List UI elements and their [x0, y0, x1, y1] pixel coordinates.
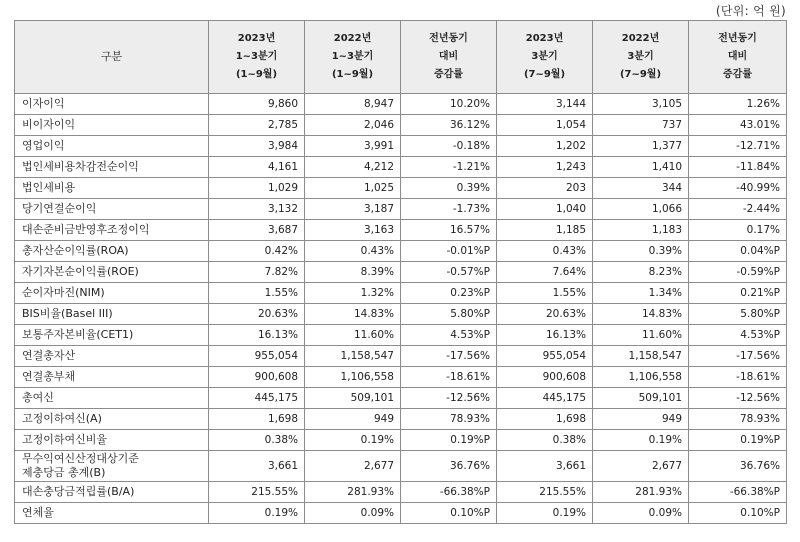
table-row — [15, 283, 787, 304]
value-cell: 509,101 — [305, 388, 401, 409]
value-cell: -66.38%P — [401, 482, 497, 503]
table-row — [15, 325, 787, 346]
value-cell: -12.71% — [689, 136, 787, 157]
value-cell: 1.34% — [593, 283, 689, 304]
value-cell: 3,984 — [209, 136, 305, 157]
value-cell: 1,410 — [593, 157, 689, 178]
value-cell: 16.13% — [497, 325, 593, 346]
value-cell: 0.39% — [401, 178, 497, 199]
value-cell: 344 — [593, 178, 689, 199]
value-cell: 2,677 — [593, 451, 689, 482]
header-line: 3분기 — [627, 51, 654, 62]
value-cell: 11.60% — [305, 325, 401, 346]
table-row — [15, 136, 787, 157]
value-cell: 36.12% — [401, 115, 497, 136]
value-cell: 0.10%P — [401, 503, 497, 524]
value-cell: -12.56% — [401, 388, 497, 409]
table-row — [15, 241, 787, 262]
row-label — [15, 199, 209, 220]
row-label-line: 순이자마진(NIM) — [22, 286, 105, 299]
row-label-line: 법인세비용 — [22, 181, 76, 194]
value-cell: 4.53%P — [401, 325, 497, 346]
header-line: 전년동기 — [429, 33, 468, 44]
value-cell: 0.43% — [305, 241, 401, 262]
value-cell: 215.55% — [209, 482, 305, 503]
value-cell: 20.63% — [209, 304, 305, 325]
value-cell: 0.39% — [593, 241, 689, 262]
value-cell: 1,183 — [593, 220, 689, 241]
financial-results-table — [14, 20, 787, 524]
value-cell: 3,661 — [209, 451, 305, 482]
value-cell: -2.44% — [689, 199, 787, 220]
value-cell: 10.20% — [401, 94, 497, 115]
value-cell: 8.23% — [593, 262, 689, 283]
value-cell: 3,132 — [209, 199, 305, 220]
value-cell: 0.42% — [209, 241, 305, 262]
value-cell: 8.39% — [305, 262, 401, 283]
value-cell: 900,608 — [497, 367, 593, 388]
value-cell: 445,175 — [209, 388, 305, 409]
table-row — [15, 388, 787, 409]
value-cell: -40.99% — [689, 178, 787, 199]
value-cell: 281.93% — [593, 482, 689, 503]
table-row — [15, 482, 787, 503]
row-label — [15, 325, 209, 346]
value-cell: 509,101 — [593, 388, 689, 409]
row-label-line: 대손준비금반영후조정이익 — [22, 223, 150, 236]
value-cell: 0.19% — [593, 430, 689, 451]
header-line: (7~9월) — [523, 69, 566, 80]
value-cell: 0.21%P — [689, 283, 787, 304]
value-cell: 1.26% — [689, 94, 787, 115]
value-cell: 1,202 — [497, 136, 593, 157]
value-cell: 20.63% — [497, 304, 593, 325]
value-cell: 0.17% — [689, 220, 787, 241]
value-cell: 1,698 — [497, 409, 593, 430]
row-label-line: 제충당금 총계(B) — [22, 466, 106, 479]
value-cell: 78.93% — [401, 409, 497, 430]
value-cell: 3,661 — [497, 451, 593, 482]
header-category: 구분 — [15, 21, 209, 94]
row-label — [15, 409, 209, 430]
value-cell: 1.55% — [209, 283, 305, 304]
value-cell: 78.93% — [689, 409, 787, 430]
header-2023-q3 — [497, 21, 593, 94]
value-cell: 5.80%P — [401, 304, 497, 325]
table-row — [15, 220, 787, 241]
value-cell: 1,106,558 — [593, 367, 689, 388]
value-cell: 2,046 — [305, 115, 401, 136]
value-cell: 7.82% — [209, 262, 305, 283]
value-cell: 1,054 — [497, 115, 593, 136]
value-cell: 281.93% — [305, 482, 401, 503]
value-cell: 0.09% — [305, 503, 401, 524]
table-row — [15, 346, 787, 367]
header-line: 증감률 — [434, 69, 463, 80]
row-label-line: 연체율 — [22, 506, 54, 519]
table-row — [15, 451, 787, 482]
row-label — [15, 283, 209, 304]
value-cell: 0.10%P — [689, 503, 787, 524]
value-cell: 16.13% — [209, 325, 305, 346]
row-label-line: 법인세비용차감전순이익 — [22, 160, 139, 173]
header-2022-q3 — [593, 21, 689, 94]
table-header — [15, 21, 787, 94]
row-label-line: 고정이하여신비율 — [22, 433, 108, 446]
value-cell: 215.55% — [497, 482, 593, 503]
value-cell: 9,860 — [209, 94, 305, 115]
row-label — [15, 241, 209, 262]
table-row — [15, 304, 787, 325]
value-cell: -66.38%P — [689, 482, 787, 503]
value-cell: 3,187 — [305, 199, 401, 220]
row-label-line: 비이자이익 — [22, 118, 76, 131]
table-body — [15, 94, 787, 524]
header-2023-ytd — [209, 21, 305, 94]
value-cell: 1.55% — [497, 283, 593, 304]
value-cell: 36.76% — [401, 451, 497, 482]
row-label-line: 연결총부채 — [22, 370, 76, 383]
value-cell: 8,947 — [305, 94, 401, 115]
value-cell: 11.60% — [593, 325, 689, 346]
table-row — [15, 199, 787, 220]
row-label-line: 보통주자본비율(CET1) — [22, 328, 134, 341]
header-line: (1~9월) — [331, 69, 374, 80]
table-row — [15, 115, 787, 136]
table-row — [15, 157, 787, 178]
row-label-line: 고정이하여신(A) — [22, 412, 102, 425]
header-ytd-change — [401, 21, 497, 94]
row-label — [15, 367, 209, 388]
value-cell: 1,243 — [497, 157, 593, 178]
row-label-line: BIS비율(Basel III) — [22, 307, 113, 320]
row-label-line: 대손충당금적립률(B/A) — [22, 485, 135, 498]
value-cell: 0.19% — [305, 430, 401, 451]
table-row — [15, 409, 787, 430]
header-line: 2022년 — [621, 33, 660, 44]
value-cell: 0.38% — [209, 430, 305, 451]
value-cell: -17.56% — [689, 346, 787, 367]
value-cell: 3,105 — [593, 94, 689, 115]
row-label — [15, 157, 209, 178]
value-cell: 1,025 — [305, 178, 401, 199]
value-cell: -12.56% — [689, 388, 787, 409]
value-cell: 0.09% — [593, 503, 689, 524]
row-label — [15, 451, 209, 482]
value-cell: 1,029 — [209, 178, 305, 199]
value-cell: -1.21% — [401, 157, 497, 178]
value-cell: -0.01%P — [401, 241, 497, 262]
row-label-line: 연결총자산 — [22, 349, 76, 362]
value-cell: 949 — [305, 409, 401, 430]
row-label — [15, 503, 209, 524]
value-cell: 5.80%P — [689, 304, 787, 325]
row-label — [15, 115, 209, 136]
row-label — [15, 430, 209, 451]
row-label-line: 총여신 — [22, 391, 54, 404]
value-cell: 203 — [497, 178, 593, 199]
value-cell: 1,066 — [593, 199, 689, 220]
table-row — [15, 178, 787, 199]
value-cell: 0.19% — [497, 503, 593, 524]
header-line: 대비 — [727, 51, 748, 62]
value-cell: 0.19%P — [689, 430, 787, 451]
value-cell: 1,040 — [497, 199, 593, 220]
value-cell: 1.32% — [305, 283, 401, 304]
value-cell: 2,785 — [209, 115, 305, 136]
value-cell: -18.61% — [401, 367, 497, 388]
header-line: 2023년 — [237, 33, 276, 44]
value-cell: 949 — [593, 409, 689, 430]
header-line: 3분기 — [531, 51, 558, 62]
row-label — [15, 136, 209, 157]
value-cell: 0.04%P — [689, 241, 787, 262]
row-label — [15, 482, 209, 503]
value-cell: -0.18% — [401, 136, 497, 157]
value-cell: 900,608 — [209, 367, 305, 388]
row-label-line: 자기자본순이익률(ROE) — [22, 265, 139, 278]
value-cell: 1,377 — [593, 136, 689, 157]
value-cell: 3,144 — [497, 94, 593, 115]
value-cell: 4,212 — [305, 157, 401, 178]
value-cell: 14.83% — [593, 304, 689, 325]
value-cell: -1.73% — [401, 199, 497, 220]
value-cell: -11.84% — [689, 157, 787, 178]
header-line: 2023년 — [525, 33, 564, 44]
unit-note: (단위: 억 원) — [715, 4, 786, 18]
value-cell: 0.19% — [209, 503, 305, 524]
value-cell: 4,161 — [209, 157, 305, 178]
value-cell: 445,175 — [497, 388, 593, 409]
value-cell: 16.57% — [401, 220, 497, 241]
row-label — [15, 388, 209, 409]
row-label — [15, 346, 209, 367]
row-label — [15, 220, 209, 241]
value-cell: -17.56% — [401, 346, 497, 367]
value-cell: 1,158,547 — [593, 346, 689, 367]
value-cell: 1,106,558 — [305, 367, 401, 388]
header-line: 2022년 — [333, 33, 372, 44]
header-line: 증감률 — [723, 69, 752, 80]
value-cell: 7.64% — [497, 262, 593, 283]
value-cell: 4.53%P — [689, 325, 787, 346]
table-row — [15, 503, 787, 524]
row-label-line: 당기연결순이익 — [22, 202, 97, 215]
value-cell: 1,185 — [497, 220, 593, 241]
header-q3-change — [689, 21, 787, 94]
value-cell: 0.19%P — [401, 430, 497, 451]
value-cell: 1,158,547 — [305, 346, 401, 367]
value-cell: 14.83% — [305, 304, 401, 325]
value-cell: 3,687 — [209, 220, 305, 241]
row-label-line: 영업이익 — [22, 139, 65, 152]
header-line: 1~3분기 — [331, 51, 374, 62]
value-cell: 3,991 — [305, 136, 401, 157]
value-cell: -18.61% — [689, 367, 787, 388]
header-line: (7~9월) — [619, 69, 662, 80]
value-cell: -0.57%P — [401, 262, 497, 283]
value-cell: 36.76% — [689, 451, 787, 482]
value-cell: 0.43% — [497, 241, 593, 262]
row-label-line: 총자산순이익률(ROA) — [22, 244, 129, 257]
value-cell: 43.01% — [689, 115, 787, 136]
header-line: 대비 — [438, 51, 459, 62]
table-row — [15, 262, 787, 283]
value-cell: 955,054 — [497, 346, 593, 367]
row-label — [15, 94, 209, 115]
header-line: 1~3분기 — [235, 51, 278, 62]
header-line: 전년동기 — [718, 33, 757, 44]
row-label-line: 이자이익 — [22, 97, 65, 110]
value-cell: 1,698 — [209, 409, 305, 430]
value-cell: 2,677 — [305, 451, 401, 482]
header-line: (1~9월) — [235, 69, 278, 80]
value-cell: 3,163 — [305, 220, 401, 241]
row-label — [15, 262, 209, 283]
value-cell: 0.38% — [497, 430, 593, 451]
table-row — [15, 94, 787, 115]
row-label — [15, 178, 209, 199]
table-row — [15, 367, 787, 388]
value-cell: 0.23%P — [401, 283, 497, 304]
value-cell: 737 — [593, 115, 689, 136]
value-cell: -0.59%P — [689, 262, 787, 283]
header-2022-ytd — [305, 21, 401, 94]
row-label-line: 무수익여신산정대상기준 — [22, 452, 139, 465]
value-cell: 955,054 — [209, 346, 305, 367]
table-row — [15, 430, 787, 451]
row-label — [15, 304, 209, 325]
